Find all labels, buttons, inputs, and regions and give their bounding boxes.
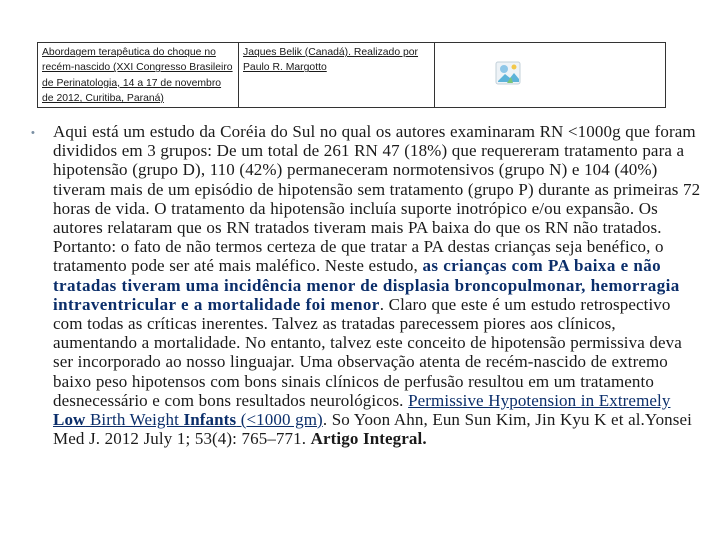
ref-text-1: Permissive Hypotension in Extremely <box>408 390 671 410</box>
main-bullet <box>31 122 701 448</box>
ref-text-3: (<1000 gm) <box>236 410 323 430</box>
ref-bold-low: Low <box>53 410 86 430</box>
paragraph-text-2: . Claro que este é um estudo retrospectivo com todas as críticas inerentes. Talvez as tratadas parecessem piores aos clínicos, aumentando a mortalidade. No entanto, talvez este conceito de hipotensão permissiva deva ser incorporado ao nosso linguajar. Uma observação atenta de recém-nascido de extremo baixo peso hipotensos com bons sinais clínicos de perfusão resultou em um tratamento desnecessário e com bons resultados neurológicos. <box>53 294 682 410</box>
highlighted-finding: as crianças com PA baixa e não tratadas tiveram uma incidência menor de displasia broncopulmonar, hemorragia intraventricular e a mortalidade foi menor <box>53 256 680 314</box>
source-cell <box>38 43 239 107</box>
author-link[interactable]: Jaques Belik (Canadá). Realizado por Paulo R. Margotto <box>243 47 419 74</box>
citation-text: . So Yoon Ahn, Eun Sun Kim, Jin Kyu K et al.Yonsei Med J. 2012 July 1; 53(4): 765–771. <box>53 410 692 449</box>
paragraph-text-1: Aqui está um estudo da Coréia do Sul no qual os autores examinaram RN <1000g que foram divididos em 3 grupos: De um total de 261 RN 47 (18%) que requereram tratamento para a hipotensão (grupo D), 110 (42%) permaneceram normotensivos (grupo N) e 104 (40%) tiveram mais de um episódio de hipotensão sem tratamento (grupo P) durante as primeiras 72 horas de vida. O tratamento da hipotensão incluía suporte inotrópico e/ou expansão. Os autores relataram que os RN tratados tiveram mais PA baixa do que os RN não tratados. Portanto: o fato de não termos certeza de que tratar a PA destas crianças seja benéfico, o tratamento pode ser até mais maléfico. Neste estudo, <box>53 122 701 276</box>
source-link[interactable]: Abordagem terapêutica do choque no recém-nascido (XXI Congresso Brasileiro de Perinatologia, 14 a 17 de novembro de 2012, Curitiba, Paraná) <box>42 47 233 105</box>
image-placeholder-icon <box>494 59 522 87</box>
bullet-paragraph <box>53 122 701 448</box>
reference-header-table <box>37 42 666 108</box>
full-article-label: Artigo Integral. <box>310 429 427 449</box>
bullet-marker: • <box>31 127 35 139</box>
image-cell <box>435 43 665 107</box>
ref-bold-infants: Infants <box>183 410 237 430</box>
author-cell <box>239 43 435 107</box>
ref-text-2: Birth Weight <box>85 410 184 430</box>
